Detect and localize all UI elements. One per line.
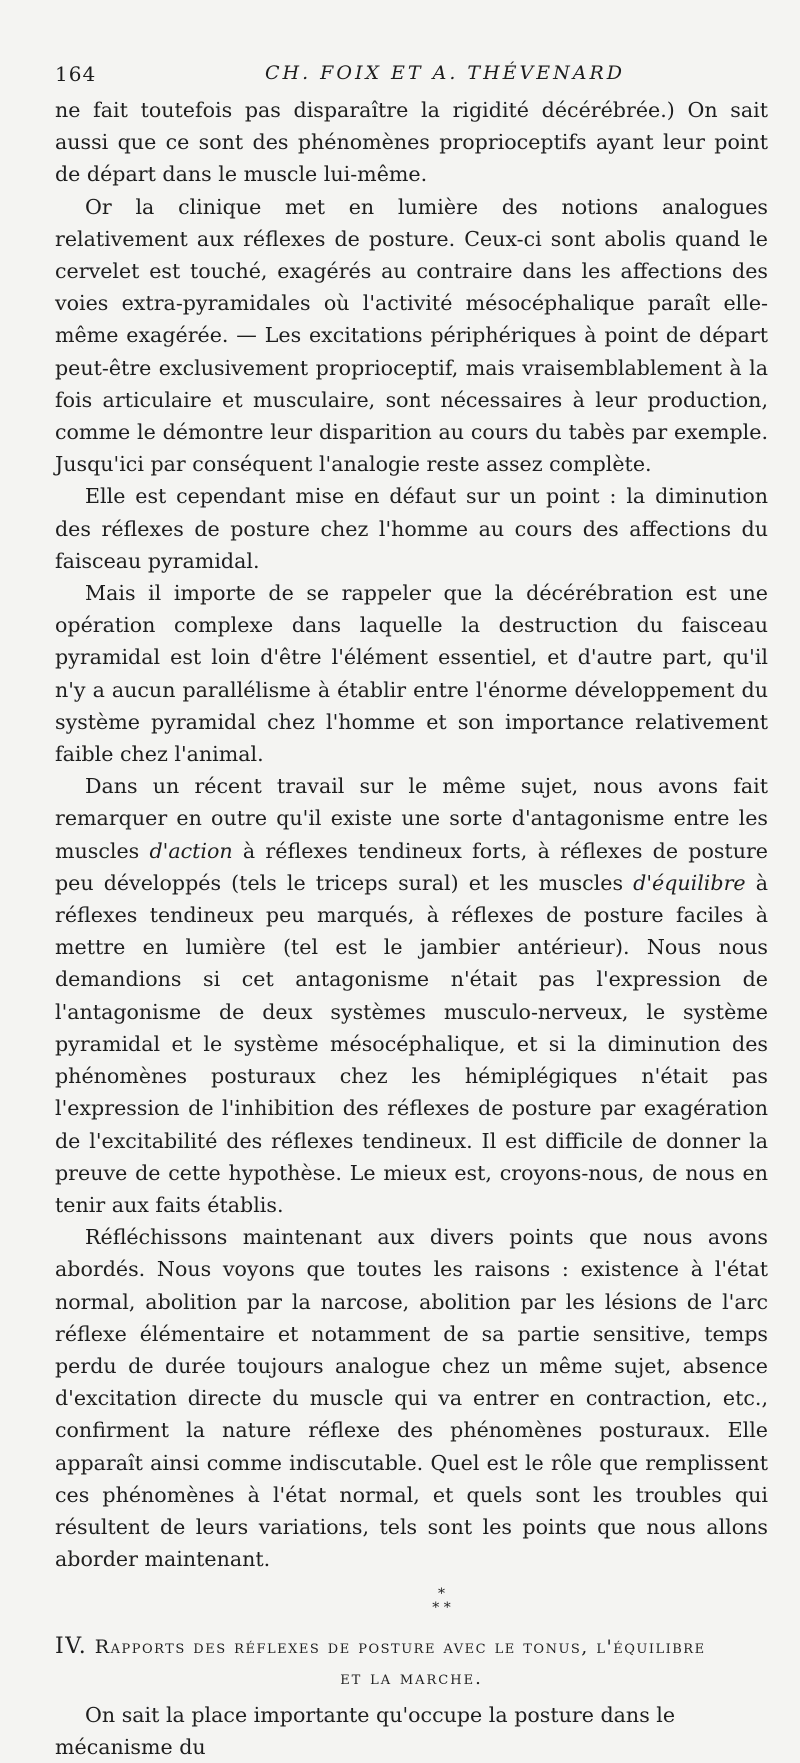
paragraph-7: On sait la place importante qu'occupe la posture dans le mécanisme du — [55, 1703, 676, 1760]
running-title: CH. FOIX ET A. THÉVENARD — [265, 62, 625, 84]
paragraph-1: ne fait toutefois pas disparaître la rigidité décérébrée.) On sait aussi que ce sont des phénomènes proprioceptifs ayant leur point de départ dans le muscle lui-même. — [55, 98, 768, 187]
page-number: 164 — [55, 62, 97, 86]
section-heading — [55, 1631, 768, 1663]
asterism-bottom: * * — [432, 1600, 451, 1617]
running-head — [55, 58, 768, 94]
asterism — [55, 1587, 768, 1615]
section-title-line-1: Rapports des réflexes de posture avec le tonus, l'équilibre — [94, 1636, 706, 1659]
paragraph-5 — [55, 770, 768, 1221]
body-text — [55, 94, 768, 1575]
paragraph-3: Elle est cependant mise en défaut sur un point : la diminution des réflexes de posture chez l'homme au cours des affections du faisceau pyramidal. — [55, 484, 768, 573]
asterism-top: * — [438, 1586, 445, 1603]
paragraph-5-part-a: Dans un récent travail sur le même sujet, nous avons fait remarquer en outre qu'il existe une sorte d'antagonisme entre les muscles — [55, 774, 768, 863]
paragraph-4: Mais il importe de se rappeler que la décérébration est une opération complexe dans laquelle la destruction du faisceau pyramidal est loin d'être l'élément essentiel, et d'autre part, qu'il n'y a aucun parallélisme à établir entre l'énorme développement du système pyramidal chez l'homme et son importance relativement faible chez l'animal. — [55, 581, 768, 767]
paragraph-2: Or la clinique met en lumière des notions analogues relativement aux réflexes de posture. Ceux-ci sont abolis quand le cervelet est touché, exagérés au contraire dans les affections des voies extra-pyramidales où l'activité mésocéphalique paraît elle-même exagérée. — Les excitations périphériques à point de départ peut-être exclusivement proprioceptif, mais vraisemblablement à la fois articulaire et musculaire, sont nécessaires à leur production, comme le démontre leur disparition au cours du tabès par exemple. Jusqu'ici par conséquent l'analogie reste assez complète. — [55, 194, 768, 477]
paragraph-5-part-c: à réflexes tendineux peu marqués, à réflexes de posture faciles à mettre en lumière (tel est le jambier antérieur). Nous nous demandions si cet antagonisme n'était pas l'expression de l'antagonisme de deux systèmes musculo-nerveux, le système pyramidal et le système mésocéphalique, et si la diminution des phénomènes posturaux chez les hémiplégiques n'était pas l'expression de l'inhibition des réflexes de posture par exagération de l'excitabilité des réflexes tendineux. Il est difficile de donner la preuve de cette hypothèse. Le mieux est, croyons-nous, de nous en tenir aux faits établis. — [55, 870, 768, 1217]
paragraph-5-part-b: à réflexes tendineux forts, à réflexes de posture peu développés (tels le triceps sural) et les muscles — [55, 838, 768, 895]
paragraph-6: Réfléchissons maintenant aux divers points que nous avons abordés. Nous voyons que toutes les raisons : existence à l'état normal, abolition par la narcose, abolition par les lésions de l'arc réflexe élémentaire et notamment de sa partie sensitive, temps perdu de durée toujours analogue chez un même sujet, absence d'excitation directe du muscle qui va entrer en contraction, etc., confirment la nature réflexe des phénomènes posturaux. Elle apparaît ainsi comme indiscutable. Quel est le rôle que remplissent ces phénomènes à l'état normal, et quels sont les troubles qui résultent de leurs variations, tels sont les points que nous allons aborder maintenant. — [55, 1225, 768, 1572]
emphasis-equilibre: d'équilibre — [633, 870, 746, 895]
emphasis-action: d'action — [149, 838, 233, 863]
section-number: IV. — [55, 1634, 88, 1660]
section-title-line-2: et la marche. — [340, 1668, 483, 1690]
